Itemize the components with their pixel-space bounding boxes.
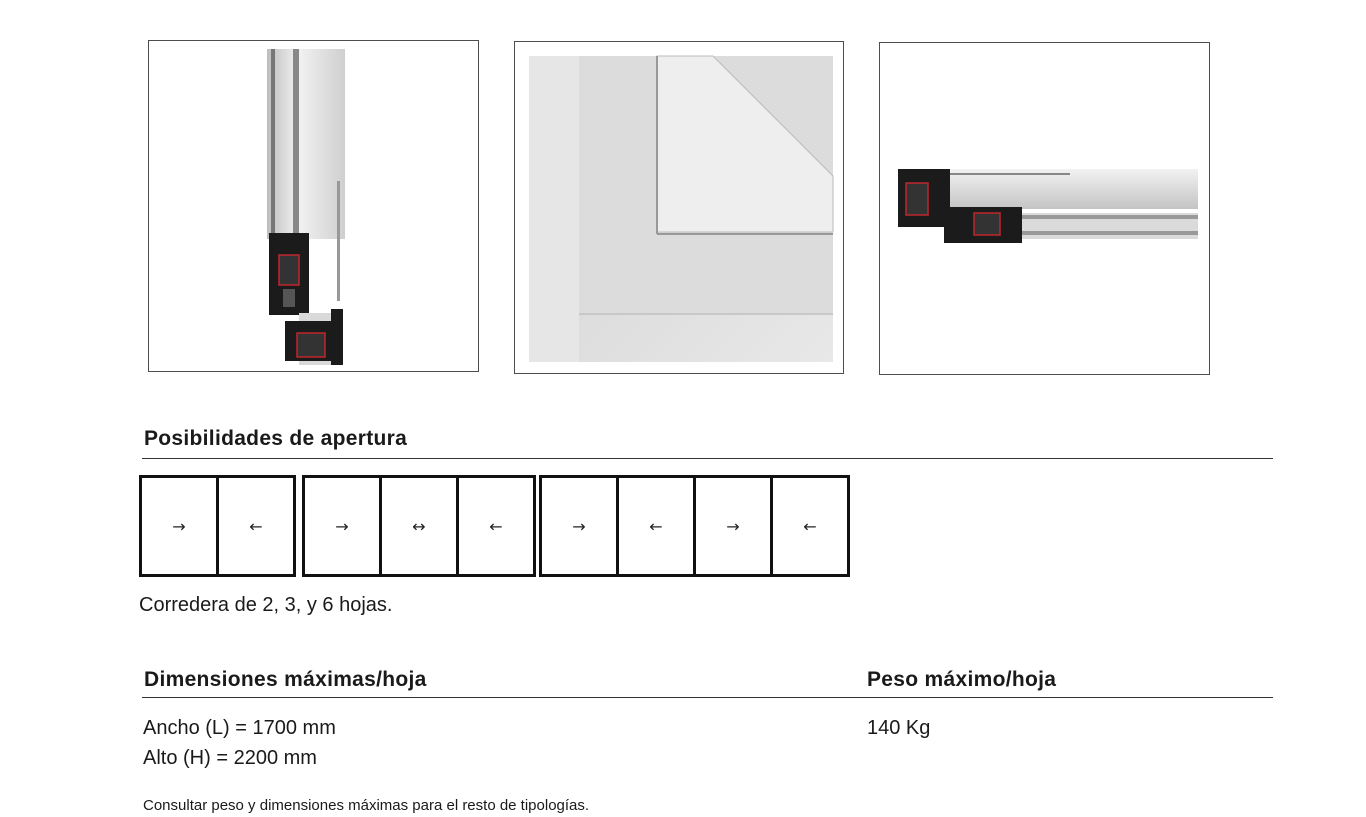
arrow-left-icon: ← — [249, 516, 263, 536]
footnote: Consultar peso y dimensiones máximas para el resto de tipologías. — [143, 797, 590, 814]
opening-group-2-leaves — [139, 475, 296, 577]
arrow-left-icon: ← — [489, 516, 503, 536]
arrow-both-icon: ↔ — [412, 516, 426, 536]
leaf-pane — [542, 478, 619, 574]
arrow-right-icon: → — [726, 516, 740, 536]
frame-corner-photo — [514, 41, 844, 374]
width-value: Ancho (L) = 1700 mm — [143, 717, 336, 739]
leaf-pane — [382, 478, 459, 574]
arrow-left-icon: ← — [649, 516, 663, 536]
arrow-right-icon: → — [335, 516, 349, 536]
leaf-pane — [619, 478, 696, 574]
dimensions-title: Dimensiones máximas/hoja — [144, 668, 427, 691]
vertical-profile-photo — [148, 40, 479, 372]
frame-corner-drawing — [515, 42, 843, 373]
opening-caption: Corredera de 2, 3, y 6 hojas. — [139, 594, 393, 616]
dimensions-divider — [142, 697, 1273, 698]
leaf-pane — [142, 478, 219, 574]
opening-group-4-leaves — [539, 475, 850, 577]
leaf-pane — [773, 478, 847, 574]
leaf-pane — [696, 478, 773, 574]
opening-group-3-leaves — [302, 475, 536, 577]
opening-divider — [142, 458, 1273, 459]
horizontal-profile-drawing — [880, 43, 1209, 374]
weight-title: Peso máximo/hoja — [867, 668, 1057, 691]
arrow-right-icon: → — [172, 516, 186, 536]
arrow-right-icon: → — [572, 516, 586, 536]
leaf-pane — [305, 478, 382, 574]
horizontal-profile-photo — [879, 42, 1210, 375]
height-value: Alto (H) = 2200 mm — [143, 747, 317, 769]
leaf-pane — [459, 478, 533, 574]
opening-title: Posibilidades de apertura — [144, 427, 408, 450]
arrow-left-icon: ← — [803, 516, 817, 536]
weight-value: 140 Kg — [867, 717, 931, 739]
vertical-profile-drawing — [149, 41, 478, 371]
leaf-pane — [219, 478, 293, 574]
